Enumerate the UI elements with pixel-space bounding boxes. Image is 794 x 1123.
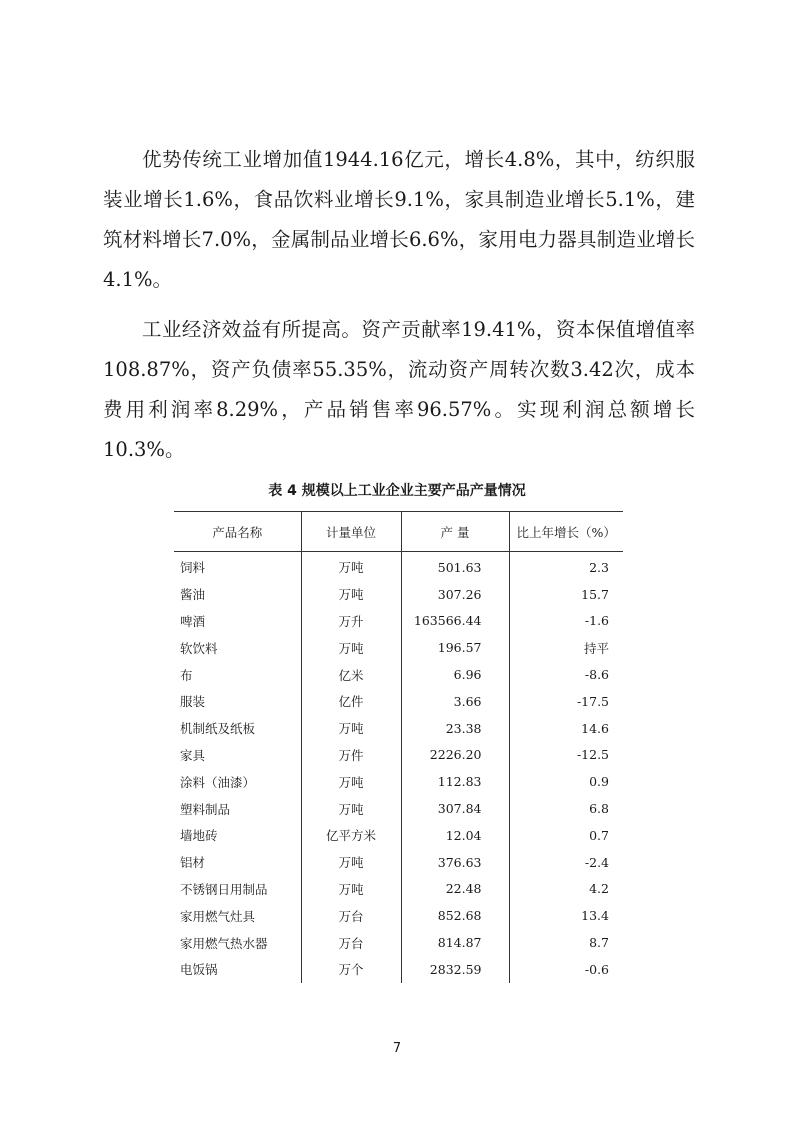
unit-cell: 万吨	[301, 876, 401, 903]
unit-cell: 万件	[301, 742, 401, 769]
growth-cell: -17.5	[509, 688, 623, 715]
output-cell: 6.96	[401, 661, 509, 688]
unit-cell: 万吨	[301, 581, 401, 608]
product-name-cell: 电饭锅	[180, 962, 218, 978]
growth-cell: 4.2	[509, 876, 623, 903]
output-cell: 23.38	[401, 715, 509, 742]
table-row	[174, 929, 623, 956]
growth-cell: -2.4	[509, 849, 623, 876]
growth-cell: 8.7	[509, 929, 623, 956]
unit-cell: 万个	[301, 956, 401, 983]
output-cell: 22.48	[401, 876, 509, 903]
table-row	[174, 552, 623, 581]
product-name-cell: 软饮料	[180, 640, 218, 656]
unit-cell: 万吨	[301, 715, 401, 742]
growth-cell: 2.3	[509, 552, 623, 581]
output-cell: 112.83	[401, 768, 509, 795]
product-name-cell: 涂料（油漆）	[180, 774, 256, 790]
growth-cell: 13.4	[509, 902, 623, 929]
product-name-cell: 家用燃气灶具	[180, 908, 256, 924]
unit-cell: 亿米	[301, 661, 401, 688]
table-header-row	[174, 512, 623, 552]
growth-cell: -12.5	[509, 742, 623, 769]
unit-cell: 亿件	[301, 688, 401, 715]
output-cell: 852.68	[401, 902, 509, 929]
table-row	[174, 581, 623, 608]
growth-cell: 持平	[509, 634, 623, 661]
table-row	[174, 822, 623, 849]
output-cell: 3.66	[401, 688, 509, 715]
unit-cell: 万吨	[301, 795, 401, 822]
product-name-cell: 家具	[180, 747, 206, 763]
page-number: 7	[392, 1041, 402, 1056]
product-name-cell: 服装	[180, 694, 206, 710]
growth-cell: 0.9	[509, 768, 623, 795]
header-output: 产 量	[401, 512, 509, 552]
product-name-cell: 塑料制品	[180, 801, 231, 817]
table-body	[174, 552, 623, 983]
table-row	[174, 661, 623, 688]
output-cell: 2832.59	[401, 956, 509, 983]
unit-cell: 万升	[301, 608, 401, 635]
product-name-cell: 墙地砖	[180, 828, 218, 844]
table-row	[174, 742, 623, 769]
table-title: 表 4 规模以上工业企业主要产品产量情况	[268, 483, 526, 499]
table-row	[174, 634, 623, 661]
header-unit: 计量单位	[301, 512, 401, 552]
product-name-cell: 铝材	[180, 855, 206, 871]
unit-cell: 万吨	[301, 768, 401, 795]
product-output-table	[174, 511, 623, 983]
output-cell: 307.84	[401, 795, 509, 822]
table-row	[174, 688, 623, 715]
paragraph-economic-efficiency: 工业经济效益有所提高。资产贡献率19.41%，资本保值增值率108.87%，资产负债率55.35%，流动资产周转次数3.42次，成本费用利润率8.29%，产品销售率96.57%。实现利润总额增长10.3%。	[103, 318, 695, 461]
header-growth: 比上年增长（%）	[509, 512, 623, 552]
product-name-cell: 饲料	[180, 560, 206, 576]
table-row	[174, 715, 623, 742]
unit-cell: 万吨	[301, 849, 401, 876]
output-cell: 12.04	[401, 822, 509, 849]
product-name-cell: 不锈钢日用制品	[180, 881, 268, 897]
product-name-cell: 酱油	[180, 587, 206, 603]
output-cell: 196.57	[401, 634, 509, 661]
table-row	[174, 902, 623, 929]
product-name-cell: 啤酒	[180, 613, 206, 629]
output-cell: 376.63	[401, 849, 509, 876]
unit-cell: 亿平方米	[301, 822, 401, 849]
table-row	[174, 876, 623, 903]
output-cell: 814.87	[401, 929, 509, 956]
header-product-name: 产品名称	[174, 512, 301, 552]
product-name-cell: 家用燃气热水器	[180, 935, 268, 951]
output-cell: 163566.44	[401, 608, 509, 635]
table-row	[174, 608, 623, 635]
growth-cell: 6.8	[509, 795, 623, 822]
product-name-cell: 机制纸及纸板	[180, 721, 256, 737]
unit-cell: 万吨	[301, 634, 401, 661]
output-cell: 2226.20	[401, 742, 509, 769]
growth-cell: 14.6	[509, 715, 623, 742]
output-cell: 307.26	[401, 581, 509, 608]
growth-cell: -8.6	[509, 661, 623, 688]
output-cell: 501.63	[401, 552, 509, 581]
growth-cell: -1.6	[509, 608, 623, 635]
table-row	[174, 768, 623, 795]
table-row	[174, 956, 623, 983]
product-name-cell: 布	[180, 667, 193, 683]
unit-cell: 万台	[301, 902, 401, 929]
unit-cell: 万台	[301, 929, 401, 956]
table-row	[174, 795, 623, 822]
paragraph-traditional-industry: 优势传统工业增加值1944.16亿元，增长4.8%，其中，纺织服装业增长1.6%，食品饮料业增长9.1%，家具制造业增长5.1%，建筑材料增长7.0%，金属制品业增长6.6%，家用电力器具制造业增长4.1%。	[103, 148, 695, 291]
growth-cell: 0.7	[509, 822, 623, 849]
table-row	[174, 849, 623, 876]
unit-cell: 万吨	[301, 552, 401, 581]
growth-cell: -0.6	[509, 956, 623, 983]
growth-cell: 15.7	[509, 581, 623, 608]
